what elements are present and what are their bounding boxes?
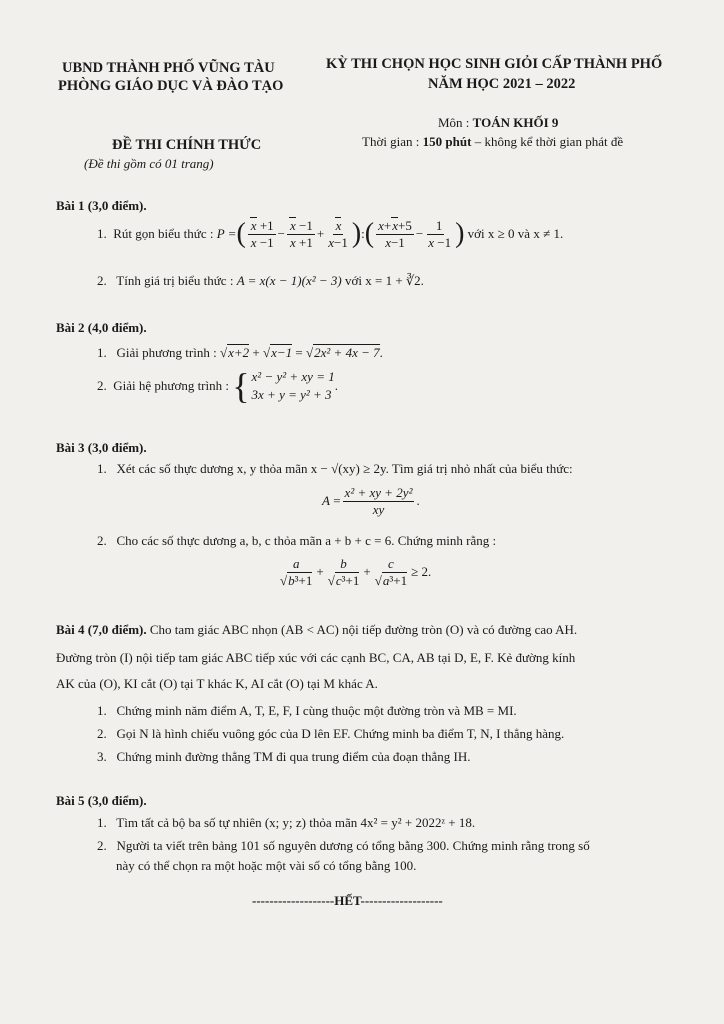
bai2-q1: 1. Giải phương trình : √x+2 + √x−1 = √2x² + 4x − 7. <box>97 345 383 360</box>
bai4-q1-text: Chứng minh năm điểm A, T, E, F, I cùng thuộc một đường tròn và MB = MI. <box>116 703 517 718</box>
bai3-q1-num: 1. <box>97 461 107 476</box>
bai1-q2-text: Tính giá trị biểu thức : <box>116 273 234 288</box>
header-right-line2: NĂM HỌC 2021 – 2022 <box>428 76 576 92</box>
bai4-q3-num: 3. <box>97 749 107 764</box>
time-value: 150 phút <box>422 134 472 149</box>
frac-5: $\frac{1}{x -1}$ <box>428 218 452 250</box>
subject-value: TOÁN KHỐI 9 <box>472 115 559 130</box>
pages-note: (Đề thi gồm có 01 trang) <box>84 156 214 171</box>
bai3-q1 <box>97 461 573 477</box>
bai2-eq2: 3x + y = y² + 3 <box>251 387 332 402</box>
bai3-expr-A: A = $\frac{\text{x² + xy + 2y²}}{xy}$ . <box>322 485 420 517</box>
bai5-q1-text: Tìm tất cả bộ ba số tự nhiên (x; y; z) thỏa mãn 4x² = y² + 2022ᶻ + 18. <box>116 815 476 830</box>
bai3-q2-num: 2. <box>97 533 107 548</box>
bai1-q2-cond: với x = 1 + ∛2. <box>345 273 424 288</box>
end-marker: -------------------HẾT------------------- <box>252 893 443 908</box>
frac-1: $\frac{x +1}{x -1}$ <box>248 218 276 250</box>
bai1-title: Bài 1 (3,0 điểm). <box>56 198 147 213</box>
bai4-q3-text: Chứng minh đường thẳng TM đi qua trung điểm của đoạn thẳng IH. <box>116 749 471 764</box>
bai5-q1-num: 1. <box>97 815 107 830</box>
bai2-q2: 2. Giải hệ phương trình : { x² − y² + xy = 1 3x + y = y² + 3 . <box>97 366 338 406</box>
frac-4: $\frac{x+x+5}{x-1}$ <box>378 218 412 250</box>
bai4-q2-text: Gọi N là hình chiếu vuông góc của D lên EF. Chứng minh ba điểm T, N, I thẳng hàng. <box>116 726 565 741</box>
bai3-title: Bài 3 (3,0 điểm). <box>56 440 147 455</box>
bai2-q2-text: Giải hệ phương trình : <box>113 378 229 393</box>
equation-system: { x² − y² + xy = 1 3x + y = y² + 3 <box>232 366 335 406</box>
bai5-q2-num: 2. <box>97 838 107 853</box>
time-line <box>362 134 623 150</box>
bai3-q1-text: Xét các số thực dương x, y thỏa mãn x − √(xy) ≥ 2y. Tìm giá trị nhỏ nhất của biểu thức: <box>116 461 573 476</box>
bai4-intro1 <box>56 622 577 638</box>
time-label: Thời gian : <box>362 134 420 149</box>
bai4-q2-num: 2. <box>97 726 107 741</box>
bai1-q1-num: 1. <box>97 226 107 242</box>
bai3-inequality: $\frac{a}{\text{√b³+1}}$ + $\frac{b}{\text{√c³+1}}$ + $\frac{c}{\text{√a³+1}}$ ≥ 2. <box>280 556 432 588</box>
header-left-line2: PHÒNG GIÁO DỤC VÀ ĐÀO TẠO <box>58 78 284 94</box>
bai2-q1-text: Giải phương trình : <box>116 345 217 360</box>
frac-2: $\frac{x -1}{x +1}$ <box>287 218 315 250</box>
bai4-q1-num: 1. <box>97 703 107 718</box>
bai4-q3 <box>97 749 470 765</box>
bai5-q2-line2: này có thể chọn ra một hoặc một vài số có tổng bằng 100. <box>116 858 417 873</box>
bai5-q1 <box>97 815 475 831</box>
bai4-intro2: Đường tròn (I) nội tiếp tam giác ABC tiếp xúc với các cạnh BC, CA, AB tại D, E, F. Kẻ đường kính <box>56 650 576 665</box>
bai1-q1-cond: với x ≥ 0 và x ≠ 1. <box>467 226 564 242</box>
bai1-q1-text: Rút gọn biểu thức : <box>113 226 214 242</box>
bai2-title: Bài 2 (4,0 điểm). <box>56 320 147 335</box>
subject-line <box>438 115 558 131</box>
bai4-intro1-text: Cho tam giác ABC nhọn (AB < AC) nội tiếp đường tròn (O) và có đường cao AH. <box>149 622 578 637</box>
bai4-intro3: AK của (O), KI cắt (O) tại T khác K, AI cắt (O) tại M khác A. <box>56 676 378 691</box>
header-right-line1: KỲ THI CHỌN HỌC SINH GIỎI CẤP THÀNH PHỐ <box>326 56 663 72</box>
bai1-q1: 1. Rút gọn biểu thức : P = ( $\frac{x +1}{x -1}$ − $\frac{x -1}{x +1}$ + $\frac{x}{x-1}$ ) : ( $\frac{x+x+5}{x-1}$ − $\frac{1}{x -1}$ ) với x ≥ 0 và x ≠ 1. <box>97 218 564 250</box>
bai1-q2-num: 2. <box>97 273 107 288</box>
bai5-q2-line1: Người ta viết trên bảng 101 số nguyên dương có tổng bằng 300. Chứng minh rằng trong số <box>116 838 590 853</box>
bai3-q2 <box>97 533 496 549</box>
bai3-q2-text: Cho các số thực dương a, b, c thỏa mãn a + b + c = 6. Chứng minh rằng : <box>116 533 497 548</box>
bai4-q1 <box>97 703 517 719</box>
frac-3: $\frac{x}{x-1}$ <box>328 218 348 250</box>
bai4-title: Bài 4 (7,0 điểm). <box>56 622 147 637</box>
subject-label: Môn : <box>438 115 470 130</box>
expr-P: P = <box>216 226 237 242</box>
bai2-q2-num: 2. <box>97 378 107 393</box>
bai2-q1-num: 1. <box>97 345 107 360</box>
bai4-q2 <box>97 726 564 742</box>
bai5-q2 <box>97 838 590 854</box>
time-note: – không kể thời gian phát đề <box>474 134 624 149</box>
bai1-q2 <box>97 273 424 289</box>
bai5-title: Bài 5 (3,0 điểm). <box>56 793 147 808</box>
bai2-eq1: x² − y² + xy = 1 <box>251 369 335 385</box>
official-title: ĐỀ THI CHÍNH THỨC <box>112 137 262 153</box>
bai1-q2-expr: A = x(x − 1)(x² − 3) <box>236 273 342 288</box>
header-left-line1: UBND THÀNH PHỐ VŨNG TÀU <box>62 60 275 76</box>
